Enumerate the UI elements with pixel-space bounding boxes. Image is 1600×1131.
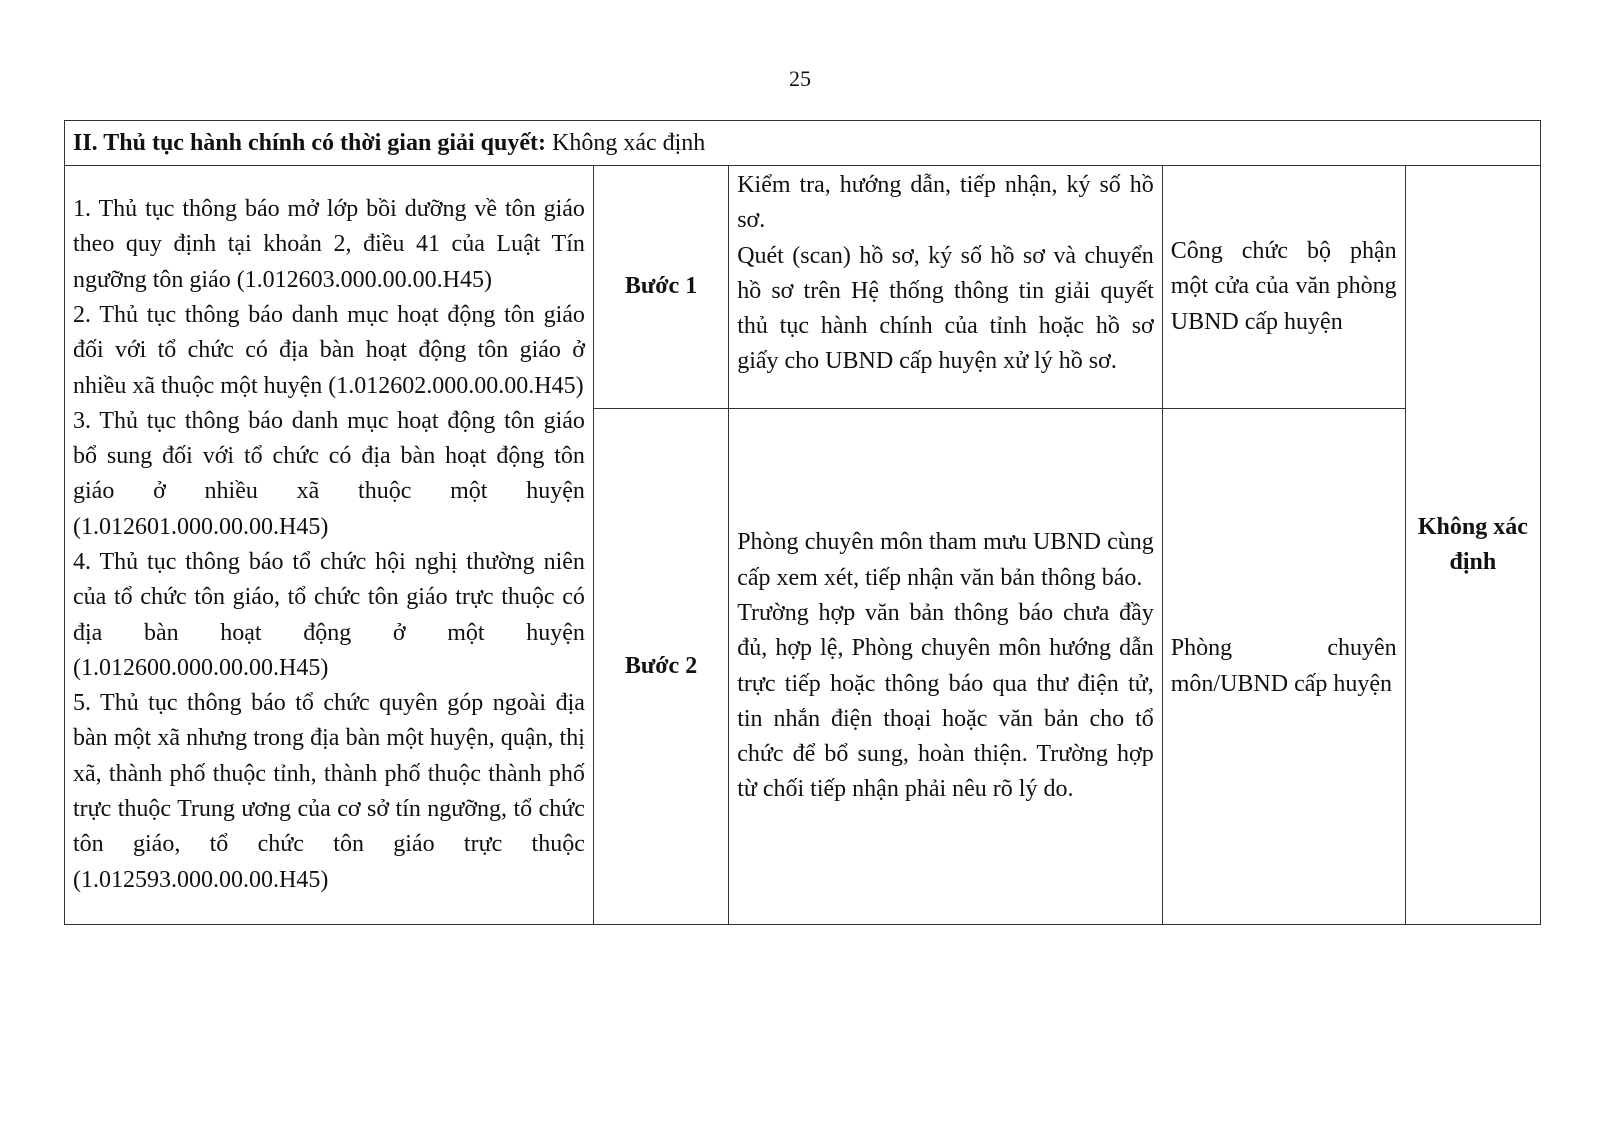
step-responsible-1 [1162, 166, 1405, 409]
step-label-2: Bước 2 [593, 409, 728, 925]
step-responsible-text: Phòng chuyên môn/UBND cấp huyện [1170, 635, 1397, 697]
processing-time: Không xác định [1405, 166, 1540, 925]
procedure-item: 3. Thủ tục thông báo danh mục hoạt động tôn giáo bổ sung đối với tổ chức có địa bàn hoạt động tôn giáo ở nhiều xã thuộc một huyện (1.012601.000.00.00.H45) [73, 407, 585, 540]
section-header-row [65, 121, 1541, 166]
procedure-item: 4. Thủ tục thông báo tổ chức hội nghị thường niên của tổ chức tôn giáo, tổ chức tôn giáo trực thuộc có địa bàn hoạt động ở một huyện (1.012600.000.00.00.H45) [73, 549, 585, 681]
section-heading-value: Không xác định [545, 130, 706, 156]
procedure-item: 1. Thủ tục thông báo mở lớp bồi dưỡng về tôn giáo theo quy định tại khoản 2, điều 41 của Luật Tín ngưỡng tôn giáo (1.012603.000.00.00.H45) [73, 196, 585, 293]
step-description-1 [729, 166, 1163, 409]
section-heading-label: II. Thủ tục hành chính có thời gian giải quyết: [73, 130, 546, 156]
procedure-item: 2. Thủ tục thông báo danh mục hoạt động tôn giáo đối với tổ chức có địa bàn hoạt động tôn giáo ở nhiều xã thuộc một huyện (1.012602.000.00.00.H45) [73, 301, 585, 399]
step-description-2 [729, 409, 1163, 925]
step-label-1: Bước 1 [593, 166, 728, 409]
step-description-paragraph: Phòng chuyên môn tham mưu UBND cùng cấp xem xét, tiếp nhận văn bản thông báo. [737, 529, 1154, 591]
step-row-1 [65, 166, 1541, 409]
step-description-paragraph: Quét (scan) hồ sơ, ký số hồ sơ và chuyển hồ sơ trên Hệ thống thông tin giải quyết thủ tục hành chính của tỉnh hoặc hồ sơ giấy cho UBND cấp huyện xử lý hồ sơ. [737, 242, 1154, 375]
procedure-item: 5. Thủ tục thông báo tổ chức quyên góp ngoài địa bàn một xã nhưng trong địa bàn một huyện, quận, thị xã, thành phố thuộc tỉnh, thành phố thuộc thành phố trực thuộc Trung ương của cơ sở tín ngưỡng, tổ chức tôn giáo, tổ chức tôn giáo trực thuộc (1.012593.000.00.00.H45) [73, 690, 585, 893]
procedure-list [65, 166, 594, 925]
page-number: 25 [789, 66, 811, 91]
step-description-paragraph: Trường hợp văn bản thông báo chưa đầy đủ, hợp lệ, Phòng chuyên môn hướng dẫn trực tiếp hoặc thông báo qua thư điện tử, tin nhắn điện thoại hoặc văn bản cho tổ chức để bổ sung, hoàn thiện. Trường hợp từ chối tiếp nhận phải nêu rõ lý do. [737, 599, 1154, 803]
section-heading [65, 121, 1541, 166]
step-description-paragraph: Kiểm tra, hướng dẫn, tiếp nhận, ký số hồ sơ. [737, 172, 1154, 234]
procedure-table [64, 120, 1541, 925]
step-responsible-text: Công chức bộ phận một cửa của văn phòng UBND cấp huyện [1170, 238, 1397, 335]
step-responsible-2 [1162, 409, 1405, 925]
